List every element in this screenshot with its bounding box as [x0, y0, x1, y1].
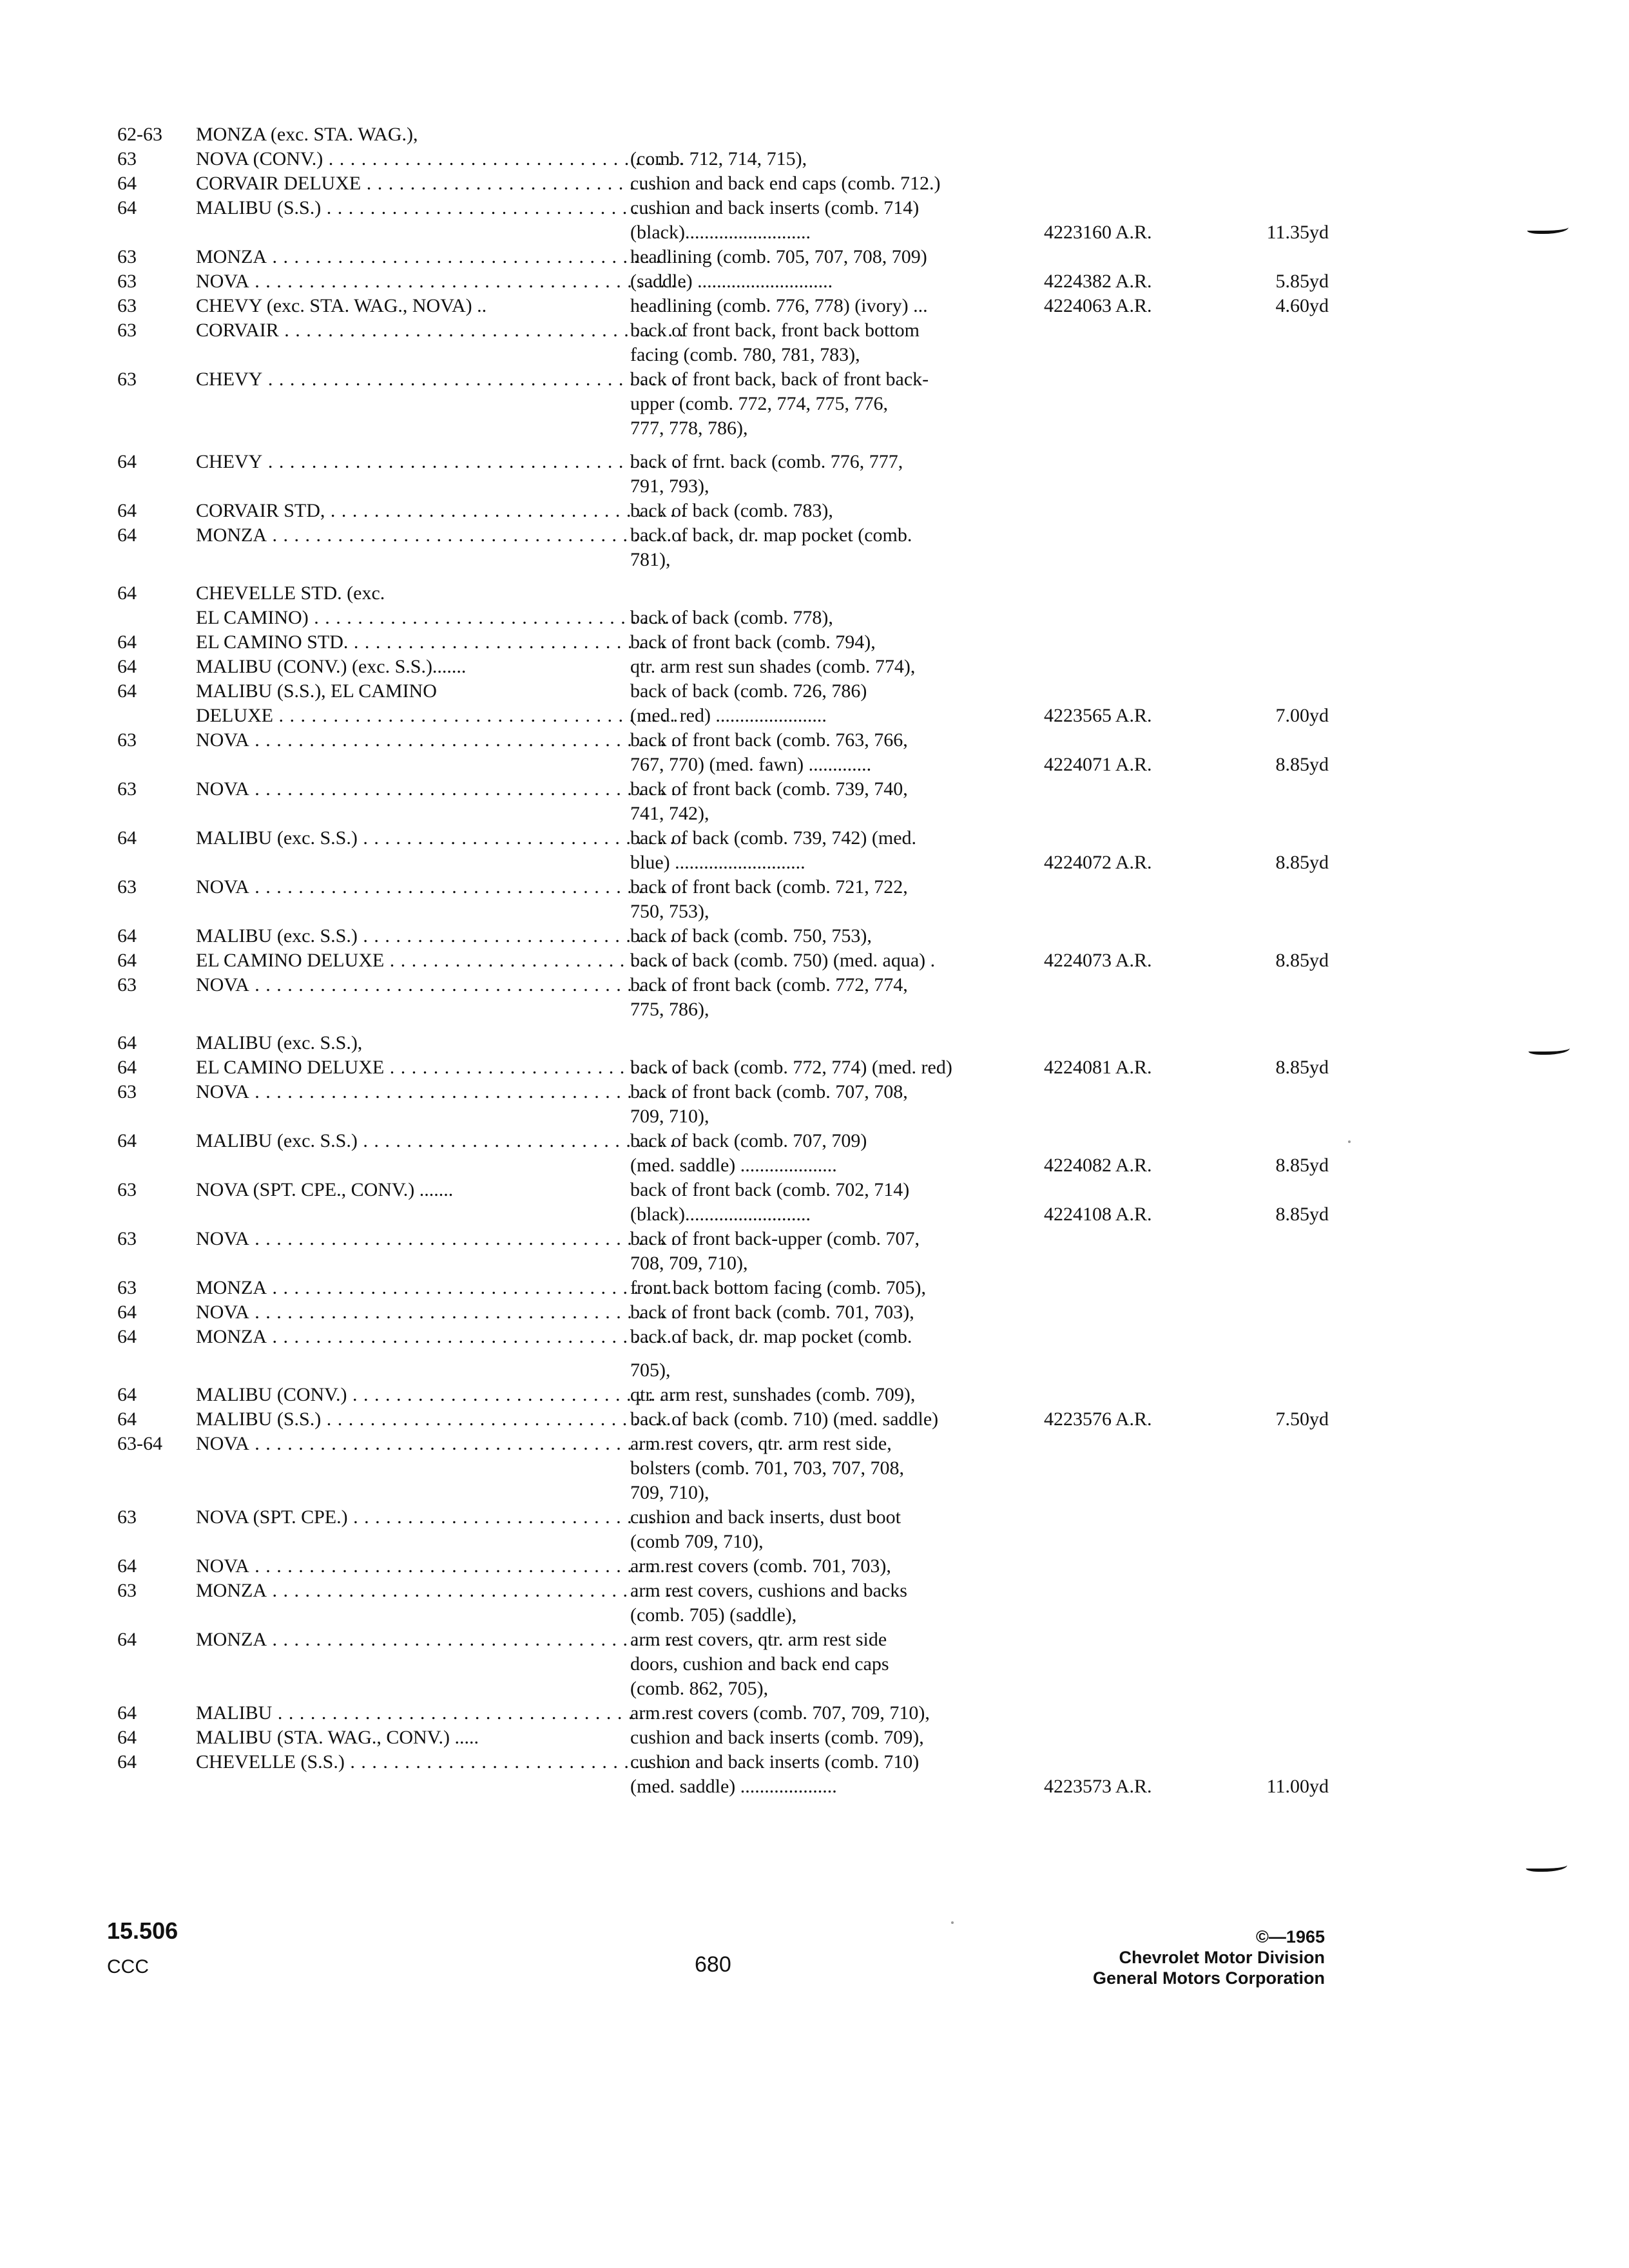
parts-list-row	[117, 1554, 1316, 1579]
description-cell: back of frnt. back (comb. 776, 777,	[630, 451, 903, 472]
description-cell: 781),	[630, 549, 671, 570]
parts-list-row	[117, 1104, 1316, 1129]
description-cell: 709, 710),	[630, 1482, 709, 1503]
description-cell: back of back (comb. 750) (med. aqua) .	[630, 950, 936, 971]
scan-speck	[1348, 1140, 1351, 1143]
description-cell: facing (comb. 780, 781, 783),	[630, 344, 860, 365]
model-cell: NOVA . . .	[196, 1554, 686, 1579]
description-cell: (black)..........................	[630, 1204, 811, 1225]
year-cell: 64	[117, 925, 137, 947]
parts-list-row	[117, 1652, 1316, 1677]
model-cell: CORVAIR DELUXE . . .	[196, 171, 686, 196]
description-cell: 777, 778, 786),	[630, 418, 748, 439]
model-cell: NOVA (SPT. CPE., CONV.) .......	[196, 1179, 454, 1200]
model-cell: MALIBU . . .	[196, 1701, 686, 1725]
hole-punch-mark	[1528, 1044, 1570, 1055]
description-cell: back of front back (comb. 763, 766,	[630, 729, 908, 751]
model-cell: CORVAIR STD, . . .	[196, 499, 686, 523]
parts-list-row	[117, 899, 1316, 924]
year-cell: 63	[117, 1179, 137, 1200]
model-cell: MONZA . . .	[196, 1276, 686, 1300]
parts-list-row	[117, 416, 1316, 441]
model-cell: MALIBU (S.S.), EL CAMINO	[196, 680, 437, 702]
description-cell: (comb. 862, 705),	[630, 1678, 769, 1699]
part-number-cell: 4223565 A.R.	[1044, 705, 1152, 726]
year-cell: 64	[117, 631, 137, 653]
parts-list-row	[117, 1300, 1316, 1325]
model-cell: MALIBU (CONV.) (exc. S.S.).......	[196, 656, 467, 677]
model-cell: CHEVY (exc. STA. WAG., NOVA) ..	[196, 295, 487, 316]
model-cell: NOVA . . .	[196, 728, 686, 753]
description-cell: qtr. arm rest, sunshades (comb. 709),	[630, 1384, 916, 1405]
year-cell: 64	[117, 1130, 137, 1151]
hole-punch-mark	[1526, 1861, 1567, 1872]
parts-list-row	[117, 1505, 1316, 1530]
parts-list-row	[117, 450, 1316, 474]
model-cell: EL CAMINO DELUXE . . .	[196, 1055, 686, 1080]
parts-list-row	[117, 1031, 1316, 1055]
model-cell: EL CAMINO STD. . . .	[196, 630, 686, 655]
model-cell: MONZA . . .	[196, 523, 686, 548]
part-number-cell: 4224072 A.R.	[1044, 852, 1152, 873]
description-cell: back of front back (comb. 794),	[630, 631, 876, 653]
part-number-cell: 4224108 A.R.	[1044, 1204, 1152, 1225]
description-cell: 741, 742),	[630, 803, 709, 824]
year-cell: 64	[117, 950, 137, 971]
description-cell: arm rest covers, cushions and backs	[630, 1580, 907, 1601]
parts-list-row	[117, 630, 1316, 655]
year-cell: 64	[117, 524, 137, 546]
parts-list-row	[117, 753, 1329, 777]
year-cell: 63	[117, 246, 137, 267]
description-cell: front back bottom facing (comb. 705),	[630, 1277, 927, 1298]
model-cell: CORVAIR . . .	[196, 318, 686, 343]
model-cell: MONZA . . .	[196, 1628, 686, 1652]
price-cell: 8.85yd	[1275, 1155, 1329, 1176]
parts-list-row	[117, 1358, 1316, 1383]
year-cell: 64	[117, 197, 137, 218]
description-cell: cushion and back inserts (comb. 710)	[630, 1751, 920, 1773]
parts-list-row	[117, 1276, 1316, 1300]
year-cell: 63	[117, 729, 137, 751]
year-cell: 63	[117, 271, 137, 292]
year-cell: 63	[117, 295, 137, 316]
year-cell: 63	[117, 1081, 137, 1102]
parts-list-row	[117, 147, 1316, 171]
price-cell: 8.85yd	[1275, 950, 1329, 971]
parts-list-row	[117, 1750, 1316, 1774]
parts-list-row	[117, 1325, 1316, 1349]
description-cell: back of front back, front back bottom	[630, 320, 920, 341]
model-cell: MALIBU (CONV.) . . .	[196, 1383, 686, 1407]
parts-list-row	[117, 1153, 1329, 1178]
model-cell: MONZA . . .	[196, 1579, 686, 1603]
parts-list-row	[117, 220, 1329, 245]
description-cell: arm rest covers (comb. 701, 703),	[630, 1555, 891, 1577]
parts-list	[117, 122, 1329, 1799]
description-cell: (med. red) .......................	[630, 705, 827, 726]
parts-list-row	[117, 728, 1316, 753]
description-cell: doors, cushion and back end caps	[630, 1653, 889, 1675]
description-cell: arm rest covers, qtr. arm rest side	[630, 1629, 887, 1650]
year-cell: 64	[117, 1302, 137, 1323]
description-cell: back of back (comb. 750, 753),	[630, 925, 872, 947]
part-number-cell: 4223160 A.R.	[1044, 222, 1152, 243]
description-cell: back of back (comb. 739, 742) (med.	[630, 827, 917, 849]
parts-list-row	[117, 196, 1316, 220]
description-cell: arm rest covers (comb. 707, 709, 710),	[630, 1702, 930, 1724]
year-cell: 64	[117, 656, 137, 677]
description-cell: back of front back (comb. 739, 740,	[630, 778, 908, 800]
parts-list-row	[117, 523, 1316, 548]
price-cell: 11.35yd	[1266, 222, 1329, 243]
model-cell: CHEVELLE (S.S.) . . .	[196, 1750, 686, 1774]
description-cell: (black)..........................	[630, 222, 811, 243]
parts-list-row	[117, 1383, 1316, 1407]
parts-list-row	[117, 343, 1316, 367]
parts-list-row	[117, 1456, 1316, 1481]
parts-list-row	[117, 1080, 1316, 1104]
model-cell: MALIBU (exc. S.S.) . . .	[196, 1129, 686, 1153]
description-cell: back of back (comb. 707, 709)	[630, 1130, 867, 1151]
price-cell: 8.85yd	[1275, 852, 1329, 873]
parts-list-row	[117, 294, 1329, 318]
year-cell: 64	[117, 1326, 137, 1347]
parts-list-row	[117, 548, 1316, 572]
description-cell: back of front back-upper (comb. 707,	[630, 1228, 920, 1249]
parts-list-row	[117, 1677, 1316, 1701]
parts-list-row	[117, 875, 1316, 899]
year-cell: 64	[117, 1057, 137, 1078]
page-number: 680	[695, 1952, 731, 1977]
model-cell: DELUXE . . .	[196, 704, 686, 728]
parts-list-row	[117, 826, 1316, 850]
model-cell: CHEVY . . .	[196, 450, 686, 474]
parts-list-row	[117, 581, 1316, 606]
year-cell: 64	[117, 500, 137, 521]
parts-list-row	[117, 679, 1316, 704]
description-cell: cushion and back inserts (comb. 709),	[630, 1727, 924, 1748]
parts-list-row	[117, 499, 1316, 523]
parts-list-row	[117, 318, 1316, 343]
description-cell: back of front back (comb. 772, 774,	[630, 974, 908, 995]
description-cell: back of front back, back of front back-	[630, 369, 929, 390]
description-cell: (saddle) ............................	[630, 271, 833, 292]
parts-list-row	[117, 997, 1316, 1022]
price-cell: 7.00yd	[1275, 705, 1329, 726]
description-cell: 750, 753),	[630, 901, 709, 922]
description-cell: (med. saddle) ....................	[630, 1155, 837, 1176]
model-cell: NOVA . . .	[196, 1080, 686, 1104]
year-cell: 64	[117, 680, 137, 702]
description-cell: (comb. 705) (saddle),	[630, 1604, 797, 1626]
model-cell: MONZA . . .	[196, 245, 686, 269]
section-code: 15.506	[107, 1917, 178, 1944]
parts-list-row	[117, 1227, 1316, 1251]
model-cell: NOVA . . .	[196, 269, 686, 294]
parts-list-row	[117, 1774, 1329, 1799]
part-number-cell: 4224063 A.R.	[1044, 295, 1152, 316]
model-cell: NOVA (CONV.) . . .	[196, 147, 686, 171]
corporation-name: General Motors Corporation	[1092, 1968, 1325, 1988]
description-cell: qtr. arm rest sun shades (comb. 774),	[630, 656, 916, 677]
parts-list-row	[117, 171, 1316, 196]
parts-list-row	[117, 1579, 1316, 1603]
parts-list-row	[117, 1129, 1316, 1153]
year-cell: 64	[117, 1555, 137, 1577]
publisher-block	[1005, 1927, 1325, 1988]
description-cell: cushion and back inserts, dust boot	[630, 1506, 901, 1528]
year-cell: 64	[117, 1702, 137, 1724]
parts-list-row	[117, 704, 1329, 728]
year-cell: 63	[117, 320, 137, 341]
copyright: ©—1965	[1256, 1927, 1325, 1946]
year-cell: 64	[117, 1727, 137, 1748]
model-cell: NOVA . . .	[196, 875, 686, 899]
part-number-cell: 4224071 A.R.	[1044, 754, 1152, 775]
model-cell: MALIBU (STA. WAG., CONV.) .....	[196, 1727, 479, 1748]
model-cell: NOVA . . .	[196, 1300, 686, 1325]
description-cell: (comb 709, 710),	[630, 1531, 764, 1552]
year-cell: 64	[117, 1629, 137, 1650]
description-cell: back of back, dr. map pocket (comb.	[630, 524, 912, 546]
description-cell: headlining (comb. 705, 707, 708, 709)	[630, 246, 927, 267]
parts-list-row	[117, 850, 1329, 875]
parts-list-row	[117, 802, 1316, 826]
parts-list-row	[117, 1701, 1316, 1725]
description-cell: headlining (comb. 776, 778) (ivory) ...	[630, 295, 928, 316]
parts-list-row	[117, 1055, 1329, 1080]
description-cell: (med. saddle) ....................	[630, 1776, 837, 1797]
model-cell: MALIBU (S.S.) . . .	[196, 196, 686, 220]
description-cell: back of back (comb. 783),	[630, 500, 833, 521]
year-cell: 63-64	[117, 1433, 162, 1454]
model-cell: MALIBU (exc. S.S.),	[196, 1032, 363, 1053]
parts-list-row	[117, 122, 1316, 147]
ccc-label: CCC	[107, 1956, 149, 1977]
year-cell: 63	[117, 1506, 137, 1528]
year-cell: 63	[117, 1580, 137, 1601]
part-number-cell: 4223576 A.R.	[1044, 1408, 1152, 1430]
description-cell: 709, 710),	[630, 1106, 709, 1127]
description-cell: back of back (comb. 710) (med. saddle)	[630, 1408, 939, 1430]
description-cell: back of back (comb. 778),	[630, 607, 833, 628]
year-cell: 62-63	[117, 124, 162, 145]
price-cell: 8.85yd	[1275, 754, 1329, 775]
model-cell: NOVA . . .	[196, 973, 686, 997]
description-cell: back of back (comb. 726, 786)	[630, 680, 867, 702]
part-number-cell: 4224073 A.R.	[1044, 950, 1152, 971]
year-cell: 64	[117, 173, 137, 194]
parts-list-row	[117, 1725, 1316, 1750]
model-cell: MONZA . . .	[196, 1325, 686, 1349]
model-cell: MALIBU (exc. S.S.) . . .	[196, 924, 686, 948]
parts-list-row	[117, 1603, 1316, 1628]
description-cell: back of back (comb. 772, 774) (med. red)	[630, 1057, 952, 1078]
model-cell: CHEVY . . .	[196, 367, 686, 392]
year-cell: 64	[117, 582, 137, 604]
model-cell: NOVA . . .	[196, 1227, 686, 1251]
description-cell: 708, 709, 710),	[630, 1253, 748, 1274]
year-cell: 63	[117, 1277, 137, 1298]
parts-list-row	[117, 655, 1316, 679]
model-cell: NOVA . . .	[196, 777, 686, 802]
description-cell: back of front back (comb. 721, 722,	[630, 876, 908, 898]
part-number-cell: 4224081 A.R.	[1044, 1057, 1152, 1078]
model-cell: NOVA (SPT. CPE.) . . .	[196, 1505, 686, 1530]
description-cell: cushion and back inserts (comb. 714)	[630, 197, 920, 218]
year-cell: 64	[117, 827, 137, 849]
parts-list-row	[117, 392, 1316, 416]
price-cell: 7.50yd	[1275, 1408, 1329, 1430]
model-cell: MALIBU (exc. S.S.) . . .	[196, 826, 686, 850]
description-cell: back of front back (comb. 701, 703),	[630, 1302, 914, 1323]
model-cell: EL CAMINO DELUXE . . .	[196, 948, 686, 973]
part-number-cell: 4224082 A.R.	[1044, 1155, 1152, 1176]
year-cell: 64	[117, 451, 137, 472]
year-cell: 64	[117, 1408, 137, 1430]
parts-list-row	[117, 973, 1316, 997]
parts-list-row	[117, 1530, 1316, 1554]
part-number-cell: 4223573 A.R.	[1044, 1776, 1152, 1797]
parts-list-row	[117, 269, 1329, 294]
parts-list-row	[117, 1202, 1329, 1227]
description-cell: cushion and back end caps (comb. 712.)	[630, 173, 941, 194]
description-cell: back of back, dr. map pocket (comb.	[630, 1326, 912, 1347]
description-cell: 705),	[630, 1360, 671, 1381]
model-cell: MALIBU (S.S.) . . .	[196, 1407, 686, 1432]
parts-list-row	[117, 1251, 1316, 1276]
description-cell: 791, 793),	[630, 476, 709, 497]
parts-list-row	[117, 1407, 1329, 1432]
description-cell: 775, 786),	[630, 999, 709, 1020]
price-cell: 8.85yd	[1275, 1057, 1329, 1078]
parts-list-row	[117, 474, 1316, 499]
hole-punch-mark	[1527, 223, 1568, 234]
description-cell: back of front back (comb. 707, 708,	[630, 1081, 908, 1102]
price-cell: 5.85yd	[1275, 271, 1329, 292]
parts-list-row	[117, 1628, 1316, 1652]
description-cell: arm rest covers, qtr. arm rest side,	[630, 1433, 892, 1454]
year-cell: 63	[117, 1228, 137, 1249]
model-cell: MONZA (exc. STA. WAG.),	[196, 124, 418, 145]
year-cell: 64	[117, 1751, 137, 1773]
year-cell: 64	[117, 1032, 137, 1053]
price-cell: 4.60yd	[1275, 295, 1329, 316]
model-cell: NOVA . . .	[196, 1432, 686, 1456]
parts-list-row	[117, 777, 1316, 802]
parts-list-row	[117, 367, 1316, 392]
parts-list-row	[117, 1481, 1316, 1505]
price-cell: 11.00yd	[1266, 1776, 1329, 1797]
parts-list-row	[117, 924, 1316, 948]
description-cell: upper (comb. 772, 774, 775, 776,	[630, 393, 888, 414]
description-cell: (comb. 712, 714, 715),	[630, 148, 807, 169]
description-cell: blue) ...........................	[630, 852, 805, 873]
model-cell: CHEVELLE STD. (exc.	[196, 582, 385, 604]
parts-list-row	[117, 948, 1329, 973]
part-number-cell: 4224382 A.R.	[1044, 271, 1152, 292]
division-name: Chevrolet Motor Division	[1119, 1948, 1325, 1967]
parts-list-row	[117, 1178, 1316, 1202]
year-cell: 63	[117, 876, 137, 898]
description-cell: 767, 770) (med. fawn) .............	[630, 754, 872, 775]
model-cell: EL CAMINO) . . .	[196, 606, 686, 630]
description-cell: bolsters (comb. 701, 703, 707, 708,	[630, 1457, 904, 1479]
parts-list-row	[117, 245, 1316, 269]
year-cell: 63	[117, 148, 137, 169]
price-cell: 8.85yd	[1275, 1204, 1329, 1225]
year-cell: 63	[117, 778, 137, 800]
year-cell: 64	[117, 1384, 137, 1405]
year-cell: 63	[117, 369, 137, 390]
parts-list-row	[117, 606, 1316, 630]
parts-list-row	[117, 1432, 1316, 1456]
description-cell: back of front back (comb. 702, 714)	[630, 1179, 910, 1200]
scan-speck	[951, 1921, 954, 1924]
year-cell: 63	[117, 974, 137, 995]
